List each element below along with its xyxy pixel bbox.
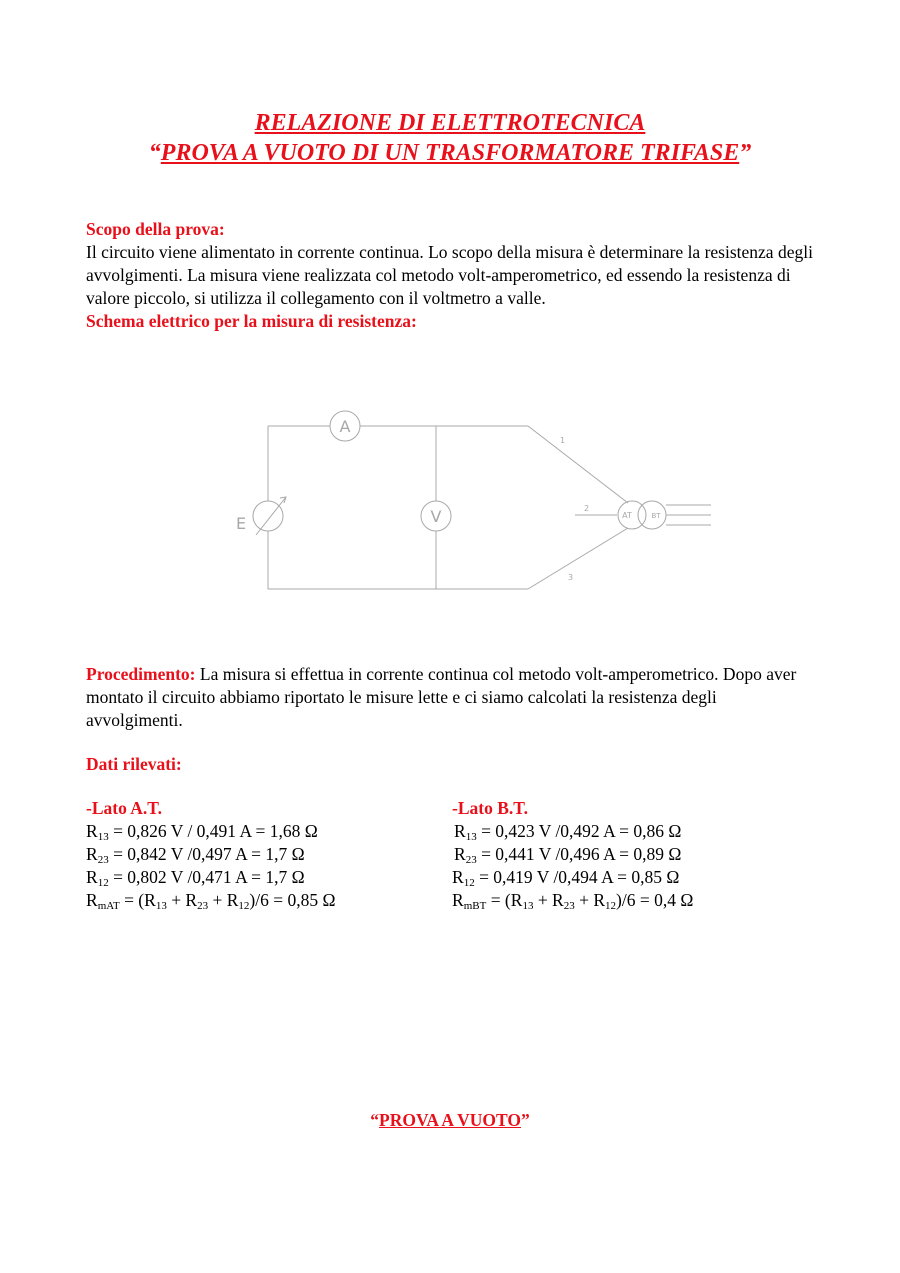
at-r23-row: $R_{23} = 0,842$ V /0,497 A = 1,7 Ω: [86, 844, 305, 866]
ammeter-label: A: [339, 417, 351, 436]
bt-r23-row: $R_{23} = 0,441$ V /0,496 A = 0,89 Ω: [454, 844, 682, 866]
plus-r: + R: [208, 890, 239, 910]
wire-1: [528, 426, 628, 503]
bt-column: [452, 797, 693, 912]
footer-title: PROVA A VUOTO: [379, 1110, 521, 1130]
voltmeter-label: V: [430, 507, 442, 526]
procedure-text: La misura si effettua in corrente continua col metodo volt-amperometrico. Dopo aver montato il circuito abbiamo riportato le misure lette e ci siamo calcolati la resistenza degli avvolgimenti.: [86, 664, 797, 730]
procedure-heading: Procedimento:: [86, 664, 196, 684]
footer-open-quote: “: [370, 1110, 379, 1130]
at-column: [86, 797, 335, 912]
page-subtitle: [0, 138, 900, 168]
bt-r13-row: $R_{13} = 0,423$ V /0,492 A = 0,86 Ω: [454, 821, 682, 843]
at-r12-row: $R_{12} = 0,802$ V /0,471 A = 1,7 Ω: [86, 867, 305, 889]
sub-12: 12: [463, 877, 475, 889]
source-symbol: [253, 501, 283, 531]
sub-23: 23: [465, 854, 477, 866]
sub-23: 23: [97, 854, 109, 866]
data-heading: Dati rilevati:: [86, 754, 182, 774]
bt-r13-value: = 0,423 V /0,492 A = 0,86 Ω: [476, 821, 682, 841]
sub-12: 12: [605, 900, 617, 912]
scope-section: [86, 218, 816, 333]
scope-heading: Scopo della prova:: [86, 219, 225, 239]
page-title: [0, 108, 900, 138]
sub-13: 13: [522, 900, 534, 912]
bt-r12-value: = 0,419 V /0,494 A = 0,85 Ω: [474, 867, 680, 887]
open-quote: “: [148, 140, 161, 166]
at-rm-row: $R_{mAT} = (R_{13} + R_{23} + R_{12})/6 = 0,85$ Ω: [86, 890, 336, 912]
at-rm-value: )/6 = 0,85 Ω: [249, 890, 336, 910]
bt-rm-open: = (R: [486, 890, 523, 910]
sub-mbt: mBT: [463, 900, 487, 912]
close-quote: ”: [739, 140, 752, 166]
footer-close-quote: ”: [521, 1110, 530, 1130]
at-r23-value: = 0,842 V /0,497 A = 1,7 Ω: [108, 844, 305, 864]
sub-23: 23: [563, 900, 575, 912]
plus-r: + R: [166, 890, 198, 910]
footer-heading: [0, 1110, 900, 1131]
bt-label: BT: [651, 512, 661, 520]
bt-rm-value: )/6 = 0,4 Ω: [616, 890, 694, 910]
sub-13: 13: [465, 831, 477, 843]
schema-heading: Schema elettrico per la misura di resistenza:: [86, 311, 417, 331]
bt-r12-row: $R_{12} = 0,419$ V /0,494 A = 0,85 Ω: [452, 867, 680, 889]
sub-mat: mAT: [97, 900, 120, 912]
plus-r: + R: [574, 890, 606, 910]
procedure-section: [86, 663, 816, 732]
at-label: AT: [622, 511, 632, 520]
wire-3: [528, 528, 628, 589]
source-label: E: [236, 514, 247, 533]
title-line-2: PROVA A VUOTO DI UN TRASFORMATORE TRIFASE: [160, 140, 740, 166]
sub-12: 12: [238, 900, 250, 912]
scope-text: Il circuito viene alimentato in corrente continua. Lo scopo della misura è determinare la resistenza degli avvolgimenti. La misura viene realizzata col metodo volt-amperometrico, ed essendo la resistenza di valore piccolo, si utilizza il collegamento con il voltmetro a valle.: [86, 242, 813, 308]
at-heading: -Lato A.T.: [86, 798, 162, 818]
bt-r23-value: = 0,441 V /0,496 A = 0,89 Ω: [476, 844, 682, 864]
circuit-diagram: [220, 395, 720, 600]
sub-23: 23: [197, 900, 209, 912]
wire-2-label: 2: [584, 504, 590, 513]
plus-r: + R: [533, 890, 564, 910]
sub-13: 13: [97, 831, 109, 843]
at-r12-value: = 0,802 V /0,471 A = 1,7 Ω: [108, 867, 305, 887]
at-r13-value: = 0,826 V / 0,491 A = 1,68 Ω: [108, 821, 318, 841]
wire-3-label: 3: [568, 573, 574, 582]
bt-heading: -Lato B.T.: [452, 798, 528, 818]
title-line-1: RELAZIONE DI ELETTROTECNICA: [254, 110, 646, 136]
bt-rm-row: $R_{mBT} = (R_{13} + R_{23} + R_{12})/6 = 0,4$ Ω: [452, 890, 694, 912]
sub-13: 13: [155, 900, 167, 912]
at-r13-row: $R_{13} = 0,826$ V / 0,491 A = 1,68 Ω: [86, 821, 318, 843]
wire-1-label: 1: [560, 436, 566, 445]
at-rm-open: = (R: [119, 890, 156, 910]
sub-12: 12: [97, 877, 109, 889]
